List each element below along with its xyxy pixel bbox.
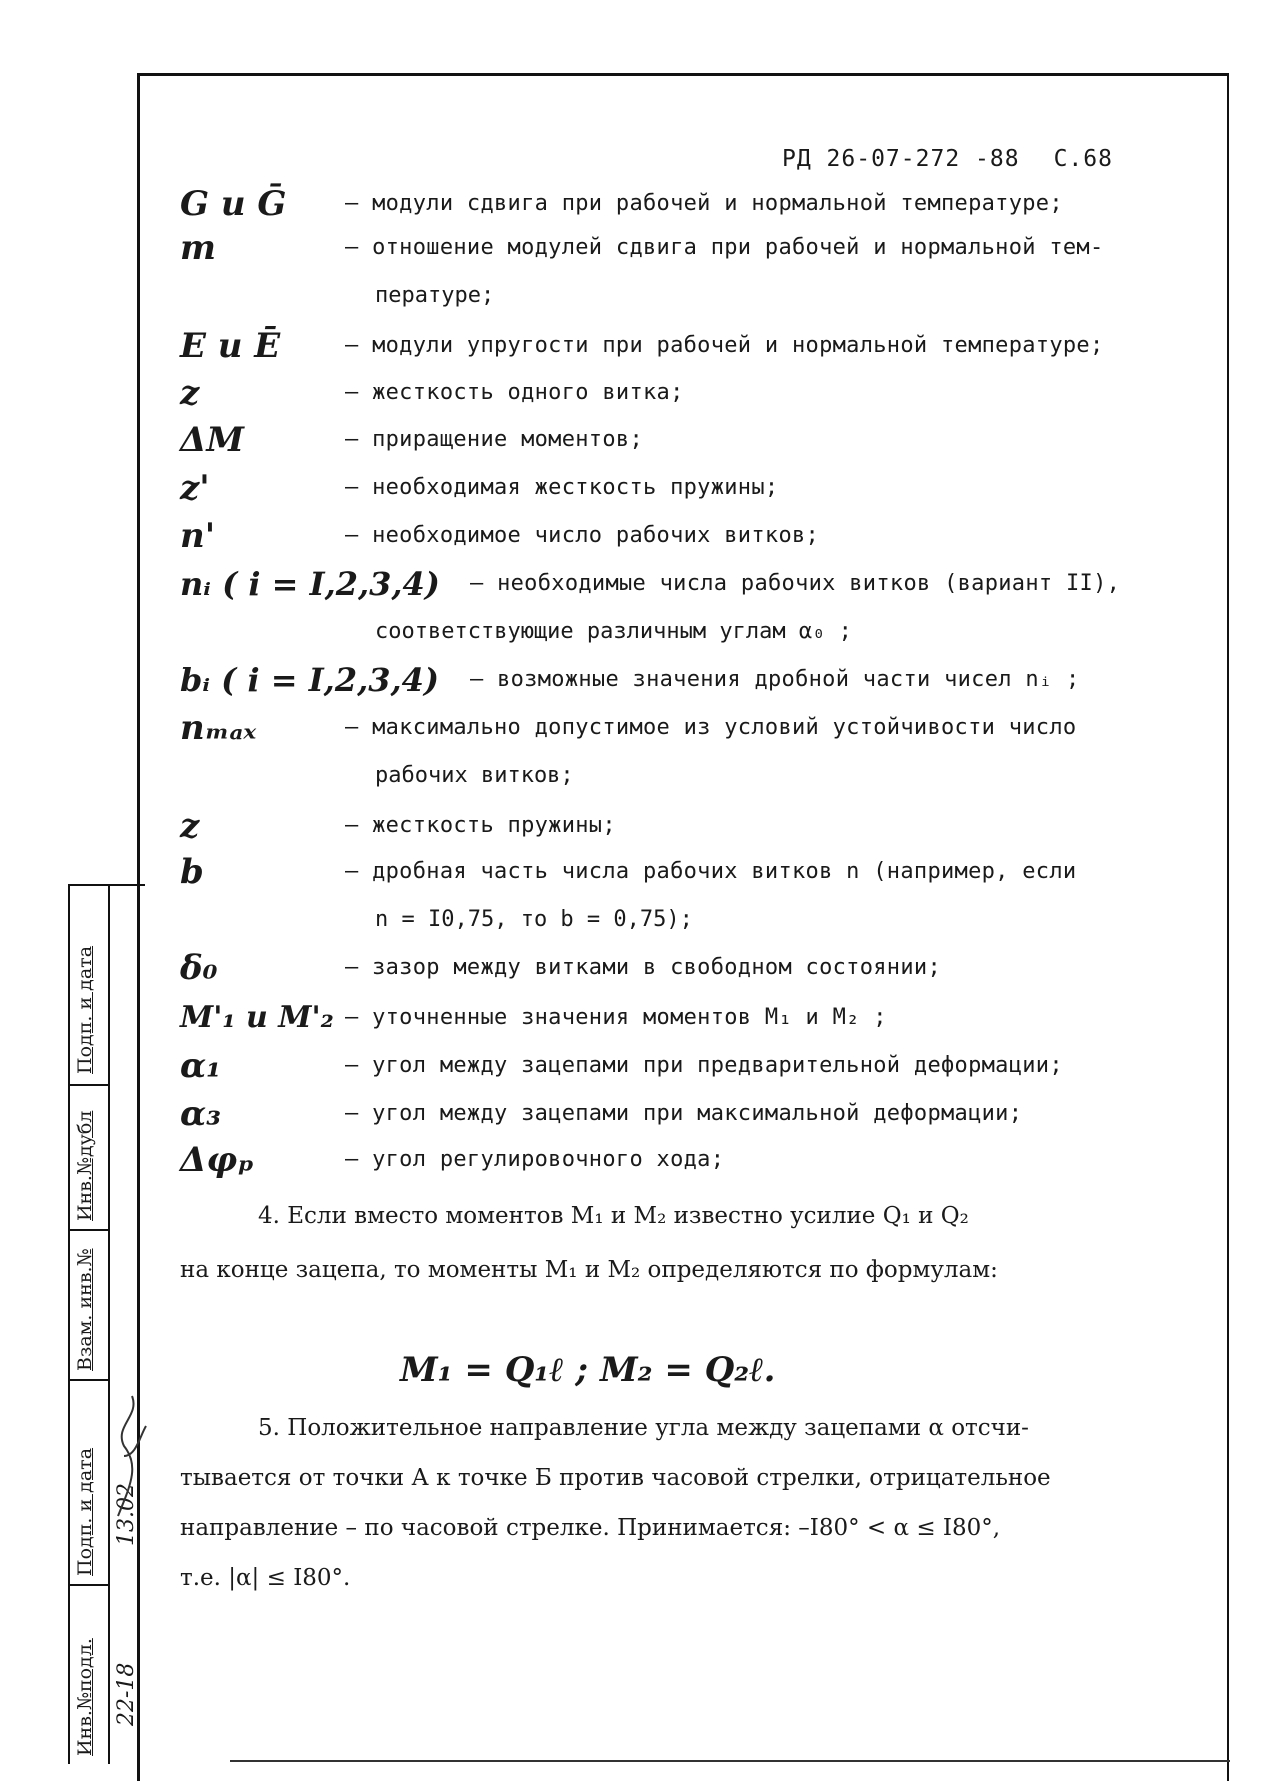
definition-symbol: nₘₐₓ [180,708,257,748]
definition-row [0,326,1277,366]
definition-symbol: Δφₚ [180,1140,255,1180]
definition-symbol: α₃ [180,1094,222,1134]
definition-symbol: G и Ḡ [180,184,287,224]
paragraph-5-line-4: т.е. |α| ≤ I80°. [180,1565,351,1591]
document-code: РД 26-07-272 -88 [782,146,1020,172]
definition-row [0,852,1277,892]
definition-row [0,468,1277,508]
definition-symbol: z' [180,468,210,508]
definition-symbol: nᵢ ( i = I,2,3,4) [180,565,440,603]
stamp-label: Подп. и дата [74,945,96,1074]
definition-text: – угол между зацепами при максимальной деформации; [345,1101,1023,1126]
definition-text: – уточненные значения моментов M₁ и M₂ ; [345,1005,887,1030]
paragraph-5-line-2: тывается от точки А к точке Б против часовой стрелки, отрицательное [180,1465,1051,1491]
definition-continuation: соответствующие различным углам α₀ ; [375,619,852,644]
definition-text: – зазор между витками в свободном состоянии; [345,955,941,980]
stamp-label: Инв.№дубл [74,1110,96,1221]
paragraph-4-line-2: на конце зацепа, то моменты M₁ и M₂ определяются по формулам: [180,1257,998,1283]
definition-text: – необходимое число рабочих витков; [345,523,820,548]
definition-row [0,516,1277,556]
definition-continuation: n = I0,75, то b = 0,75); [375,907,693,932]
definition-text: – необходимая жесткость пружины; [345,475,779,500]
definition-row [0,1140,1277,1180]
definition-text: – угол регулировочного хода; [345,1147,725,1172]
definition-symbol: z [180,806,200,846]
paragraph-4-line-1: 4. Если вместо моментов M₁ и M₂ известно усилие Q₁ и Q₂ [258,1203,969,1229]
definition-row [0,998,1277,1038]
stamp-label: Инв.№подл. [74,1638,96,1756]
paragraph-5-line-1: 5. Положительное направление угла между зацепами α отсчи- [258,1415,1029,1441]
definition-symbol: bᵢ ( i = I,2,3,4) [180,661,440,699]
definition-symbol: m [180,228,216,268]
definition-text: – необходимые числа рабочих витков (вариант II), [470,571,1121,596]
definition-row [0,1046,1277,1086]
definition-symbol: M'₁ и M'₂ [180,1000,334,1035]
stamp-divider [108,886,110,1764]
definition-row [0,228,1277,268]
definition-row [0,184,1277,224]
signature-icon [110,1386,150,1526]
definition-text: – максимально допустимое из условий устойчивости число [345,715,1077,740]
page-number: С.68 [1053,146,1113,172]
definition-row [0,806,1277,846]
definition-symbol: b [180,852,204,892]
page-header [782,146,1113,172]
definition-continuation: пературе; [375,283,495,308]
definition-text: – угол между зацепами при предварительной деформации; [345,1053,1063,1078]
definition-symbol: δ₀ [180,948,218,988]
definition-row [0,1094,1277,1134]
stamp-label: Подп. и дата [74,1447,96,1576]
definition-row [0,948,1277,988]
definition-text: – приращение моментов; [345,427,643,452]
handwritten-number: 22-18 [114,1662,139,1726]
definition-symbol: α₁ [180,1046,222,1086]
paragraph-5-line-3: направление – по часовой стрелке. Принимается: –I80° < α ≤ I80°, [180,1515,1001,1541]
stamp-label: Взам. инв.№ [74,1248,96,1371]
definition-symbol: n' [180,516,216,556]
definition-row [0,708,1277,748]
definition-text: – модули упругости при рабочей и нормальной температуре; [345,333,1104,358]
definition-text: – дробная часть числа рабочих витков n (например, если [345,859,1077,884]
binding-stamp [68,884,145,1764]
definition-symbol: ΔM [180,420,245,460]
definition-row [0,420,1277,460]
definition-symbol: E и Ē [180,326,281,366]
definition-text: – отношение модулей сдвига при рабочей и нормальной тем- [345,235,1104,260]
definition-text: – жесткость одного витка; [345,380,684,405]
definition-row [0,373,1277,413]
definition-text: – модули сдвига при рабочей и нормальной температуре; [345,191,1063,216]
definition-text: – жесткость пружины; [345,813,616,838]
definition-row [0,564,1277,604]
definition-symbol: z [180,373,200,413]
definition-continuation: рабочих витков; [375,763,574,788]
handwritten-date: 13.02 [114,1483,139,1546]
bottom-rule [230,1760,1230,1762]
definition-row [0,660,1277,700]
formula: M₁ = Q₁ℓ ; M₂ = Q₂ℓ. [400,1350,776,1390]
definition-text: – возможные значения дробной части чисел nᵢ ; [470,667,1080,692]
